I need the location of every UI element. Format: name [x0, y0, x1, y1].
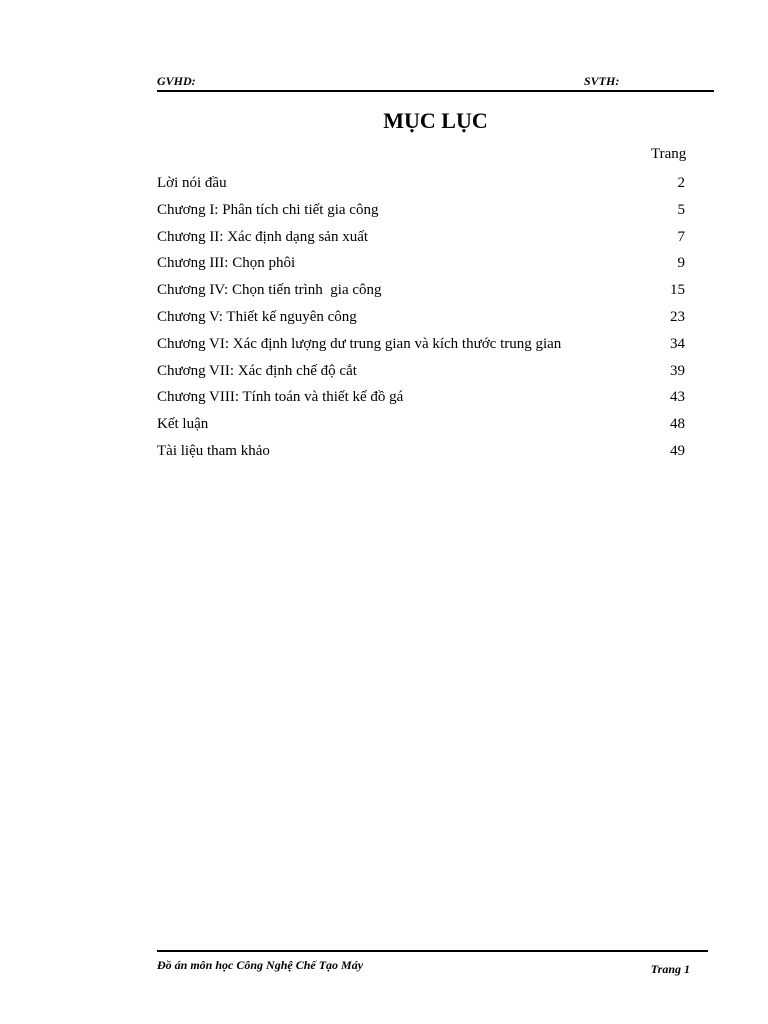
toc-entry [157, 170, 685, 197]
footer-course-title: Đồ án môn học Công Nghệ Chế Tạo Máy [157, 958, 364, 972]
toc-entry [157, 250, 685, 277]
toc-entry-page: 34 [670, 335, 685, 352]
toc-entry-label: Kết luận [157, 416, 209, 433]
toc-entry-label: Lời nói đầu [157, 175, 227, 191]
page-column-label: Trang [651, 146, 687, 162]
toc-entry [157, 411, 685, 438]
toc-entry-page: 7 [677, 228, 685, 245]
toc-entry-label: Chương II: Xác định dạng sản xuất [157, 228, 369, 245]
toc-entry-label: Chương VIII: Tính toán và thiết kế đồ gá [157, 389, 404, 406]
header-svth: SVTH: [584, 74, 620, 88]
toc-entry [157, 197, 685, 224]
toc-entry-label: Tài liệu tham khảo [157, 442, 270, 459]
toc-entry-page: 49 [670, 442, 685, 459]
toc-entry [157, 358, 685, 385]
toc-entry-label: Chương VII: Xác định chế độ cắt [157, 362, 357, 379]
toc-entry-label: Chương IV: Chọn tiến trình gia công [157, 282, 382, 299]
page-title: MỤC LỤC [383, 108, 488, 133]
toc-entry-label: Chương III: Chọn phôi [157, 255, 296, 272]
toc-entry [157, 331, 685, 358]
toc-entry [157, 384, 685, 411]
toc-entry-page: 15 [670, 282, 685, 299]
toc-entry-page: 9 [677, 255, 685, 272]
toc-entry-label: Chương VI: Xác định lượng dư trung gian và kích thước trung gian [157, 335, 562, 352]
toc-entry-page: 43 [670, 389, 685, 406]
table-of-contents [157, 170, 685, 465]
page-footer [157, 950, 708, 982]
footer-page-number: Trang 1 [650, 962, 690, 976]
toc-entry-page: 5 [677, 201, 685, 218]
toc-entry [157, 277, 685, 304]
header-gvhd: GVHD: [157, 74, 196, 88]
toc-entry-label: Chương I: Phân tích chi tiết gia công [157, 201, 379, 218]
page-header [157, 72, 714, 92]
toc-entry [157, 438, 685, 465]
toc-entry-label: Chương V: Thiết kế nguyên công [157, 308, 357, 325]
toc-entry-page: 23 [670, 308, 685, 325]
toc-entry-page: 39 [670, 362, 685, 379]
toc-entry [157, 304, 685, 331]
toc-entry-page: 48 [670, 416, 685, 433]
toc-entry-page: 2 [677, 175, 685, 191]
toc-entry [157, 224, 685, 251]
